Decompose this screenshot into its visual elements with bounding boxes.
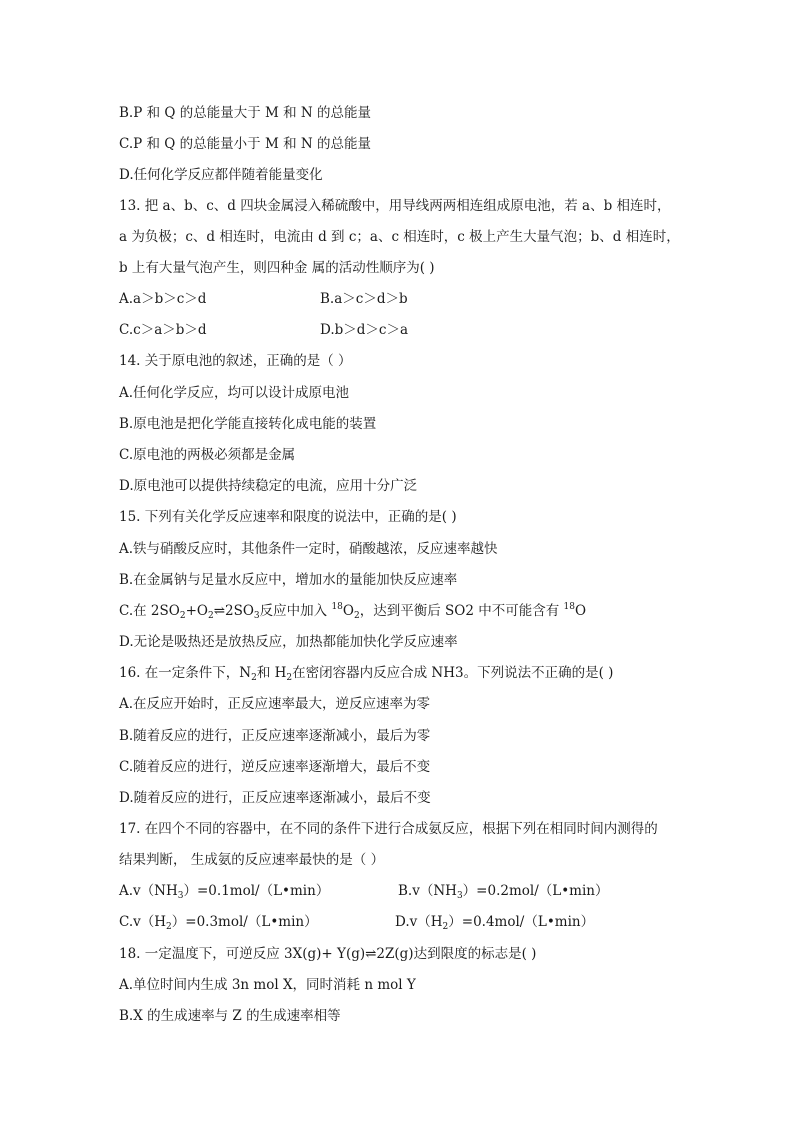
question-17-stem: 结果判断， 生成氨的反应速率最快的是（ ） (119, 852, 385, 868)
question-15-option-a: A.铁与硝酸反应时，其他条件一定时，硝酸越浓，反应速率越快 (119, 541, 498, 557)
question-14-option-d: D.原电池可以提供持续稳定的电流，应用十分广泛 (119, 478, 418, 494)
question-15-stem: 15. 下列有关化学反应速率和限度的说法中，正确的是( ) (119, 509, 457, 525)
question-15-option-c: C.在 $2SO_2+O_2\rightleftharpoons 2SO_3$反应中加入 $^{18}O_2$，达到平衡后 SO2 中不可能含有 $^{18}$O (119, 602, 587, 621)
question-15-option-d: D.无论是吸热还是放热反应，加热都能加快化学反应速率 (119, 634, 458, 650)
question-13-stem: a 为负极；c、d 相连时，电流由 d 到 c；a、c 相连时，c 极上产生大量气泡；b、d 相连时， (119, 229, 680, 245)
question-14-stem: 14. 关于原电池的叙述，正确的是（ ） (119, 353, 352, 369)
question-13-stem: 13. 把 a、b、c、d 四块金属浸入稀硫酸中，用导线两两相连组成原电池，若 a、b 相连时， (119, 198, 671, 214)
question-16-option-c: C.随着反应的进行，逆反应速率逐渐增大，最后不变 (119, 759, 431, 775)
question-17-option-c: $C.v(H_2)=0.3mol/(L•\min)$ (119, 914, 318, 932)
question-13-option-a: A.a＞b＞c＞d (119, 291, 207, 307)
option-line: B.P 和 Q 的总能量大于 M 和 N 的总能量 (119, 105, 372, 121)
question-16-stem: 16. 在一定条件下，$N_2$和 $H_2$在密闭容器内反应合成 NH3。下列说法不正确的是( ) (119, 665, 614, 683)
question-13-option-b: B.a＞c＞d＞b (320, 291, 408, 307)
option-line: C.P 和 Q 的总能量小于 M 和 N 的总能量 (119, 136, 371, 152)
question-17-option-b: $B.v(NH_3)=0.2mol/(L•\min)$ (398, 883, 609, 901)
question-13-stem: b 上有大量气泡产生，则四种金 属的活动性顺序为( ) (119, 260, 435, 276)
question-18-option-b: B.X 的生成速率与 Z 的生成速率相等 (119, 1008, 341, 1024)
question-18-option-a: A.单位时间内生成 3n mol X，同时消耗 n mol Y (119, 977, 416, 993)
question-14-option-a: A.任何化学反应，均可以设计成原电池 (119, 385, 350, 401)
question-17-stem: 17. 在四个不同的容器中，在不同的条件下进行合成氨反应，根据下列在相同时间内测得的 (119, 821, 658, 837)
question-13-option-c: C.c＞a＞b＞d (119, 322, 207, 338)
question-15-option-b: B.在金属钠与足量水反应中，增加水的量能加快反应速率 (119, 572, 458, 588)
question-14-option-b: B.原电池是把化学能直接转化成电能的装置 (119, 416, 377, 432)
option-line: D.任何化学反应都伴随着能量变化 (119, 167, 323, 183)
question-14-option-c: C.原电池的两极必须都是金属 (119, 447, 296, 463)
question-18-stem: 18. 一定温度下，可逆反应 3X(g)+ Y(g)⇌2Z(g)达到限度的标志是( ) (119, 946, 537, 962)
question-17-option-d: $D.v(H_2)=0.4mol/(L•\min)$ (395, 914, 595, 932)
question-17-option-a: $A.v(NH_3)=0.1mol/(L•\min)$ (119, 883, 330, 901)
question-13-option-d: D.b＞d＞c＞a (320, 322, 409, 338)
question-16-option-b: B.随着反应的进行，正反应速率逐渐减小，最后为零 (119, 728, 431, 744)
question-16-option-d: D.随着反应的进行，正反应速率逐渐减小，最后不变 (119, 790, 431, 806)
question-16-option-a: A.在反应开始时，正反应速率最大，逆反应速率为零 (119, 696, 431, 712)
